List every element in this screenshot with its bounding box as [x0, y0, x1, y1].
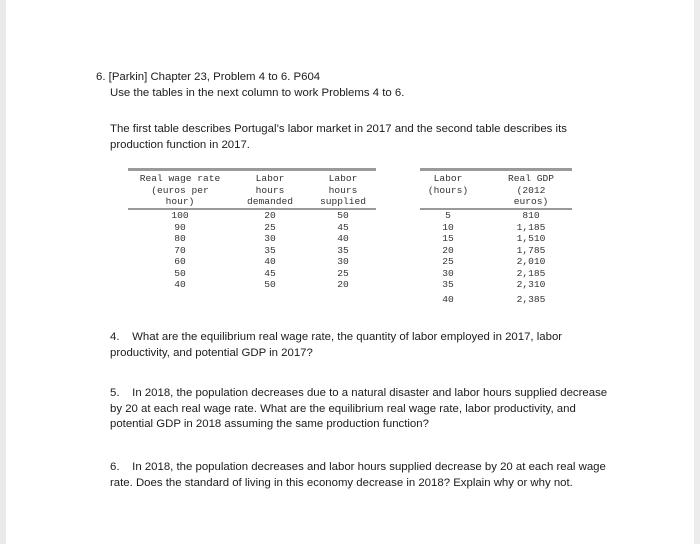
header-labor-demanded: Labor hours demanded [246, 173, 294, 207]
table-top-rule [420, 168, 572, 171]
question-6: 6. In 2018, the population decreases and labor hours supplied decrease by 20 at each real wage rate. Does the standard of living in this economy decrease in 2018? Explain why or why not. [110, 461, 606, 489]
table-row: 10 1,185 [442, 221, 546, 233]
description-line-2: production function in 2017. [110, 139, 250, 151]
table-row: 5 810 [445, 210, 540, 221]
table-row: 50 45 25 [174, 267, 349, 279]
table-body [128, 210, 376, 291]
question-5: 5. In 2018, the population decreases due to a natural disaster and labor hours supplied decrease by 20 at each real wage rate. What are the equilibrium real wage rate, labor productivity, and potential GDP in 2018 assuming the same production function? [110, 387, 608, 430]
left-margin [0, 0, 6, 544]
problem-title: 6. [Parkin] Chapter 23, Problem 4 to 6. P604 [96, 71, 321, 83]
table-row: 40 2,385 [442, 293, 546, 305]
table-row: 90 25 45 [174, 221, 349, 233]
table-row: 25 2,010 [442, 256, 546, 267]
header-labor-hours: Labor (hours) [427, 173, 469, 196]
question-4: 4. What are the equilibrium real wage rate, the quantity of labor employed in 2017, labor productivity, and potential GDP in 2017? [110, 331, 563, 359]
table-row: 40 50 20 [174, 279, 349, 290]
description-line-1: The first table describes Portugal’s labor market in 2017 and the second table describes its [110, 123, 567, 135]
header-real-gdp: Real GDP (2012 euros) [507, 173, 555, 207]
table-row: 20 1,785 [442, 244, 546, 256]
table-row: 80 30 40 [174, 233, 349, 244]
right-margin [694, 0, 700, 544]
header-real-wage-rate: Real wage rate (euros per hour) [139, 173, 221, 207]
table-row: 15 1,510 [442, 233, 546, 244]
table-row: 60 40 30 [174, 256, 349, 267]
problem-intro: Use the tables in the next column to work Problems 4 to 6. [110, 87, 405, 99]
table-row: 100 20 50 [171, 210, 349, 221]
table-row: 30 2,185 [442, 267, 546, 279]
header-labor-supplied: Labor hours supplied [319, 173, 367, 207]
table-body [420, 210, 572, 305]
table-row: 70 35 35 [174, 244, 349, 256]
table-top-rule [128, 168, 376, 171]
table-row: 35 2,310 [442, 279, 546, 290]
